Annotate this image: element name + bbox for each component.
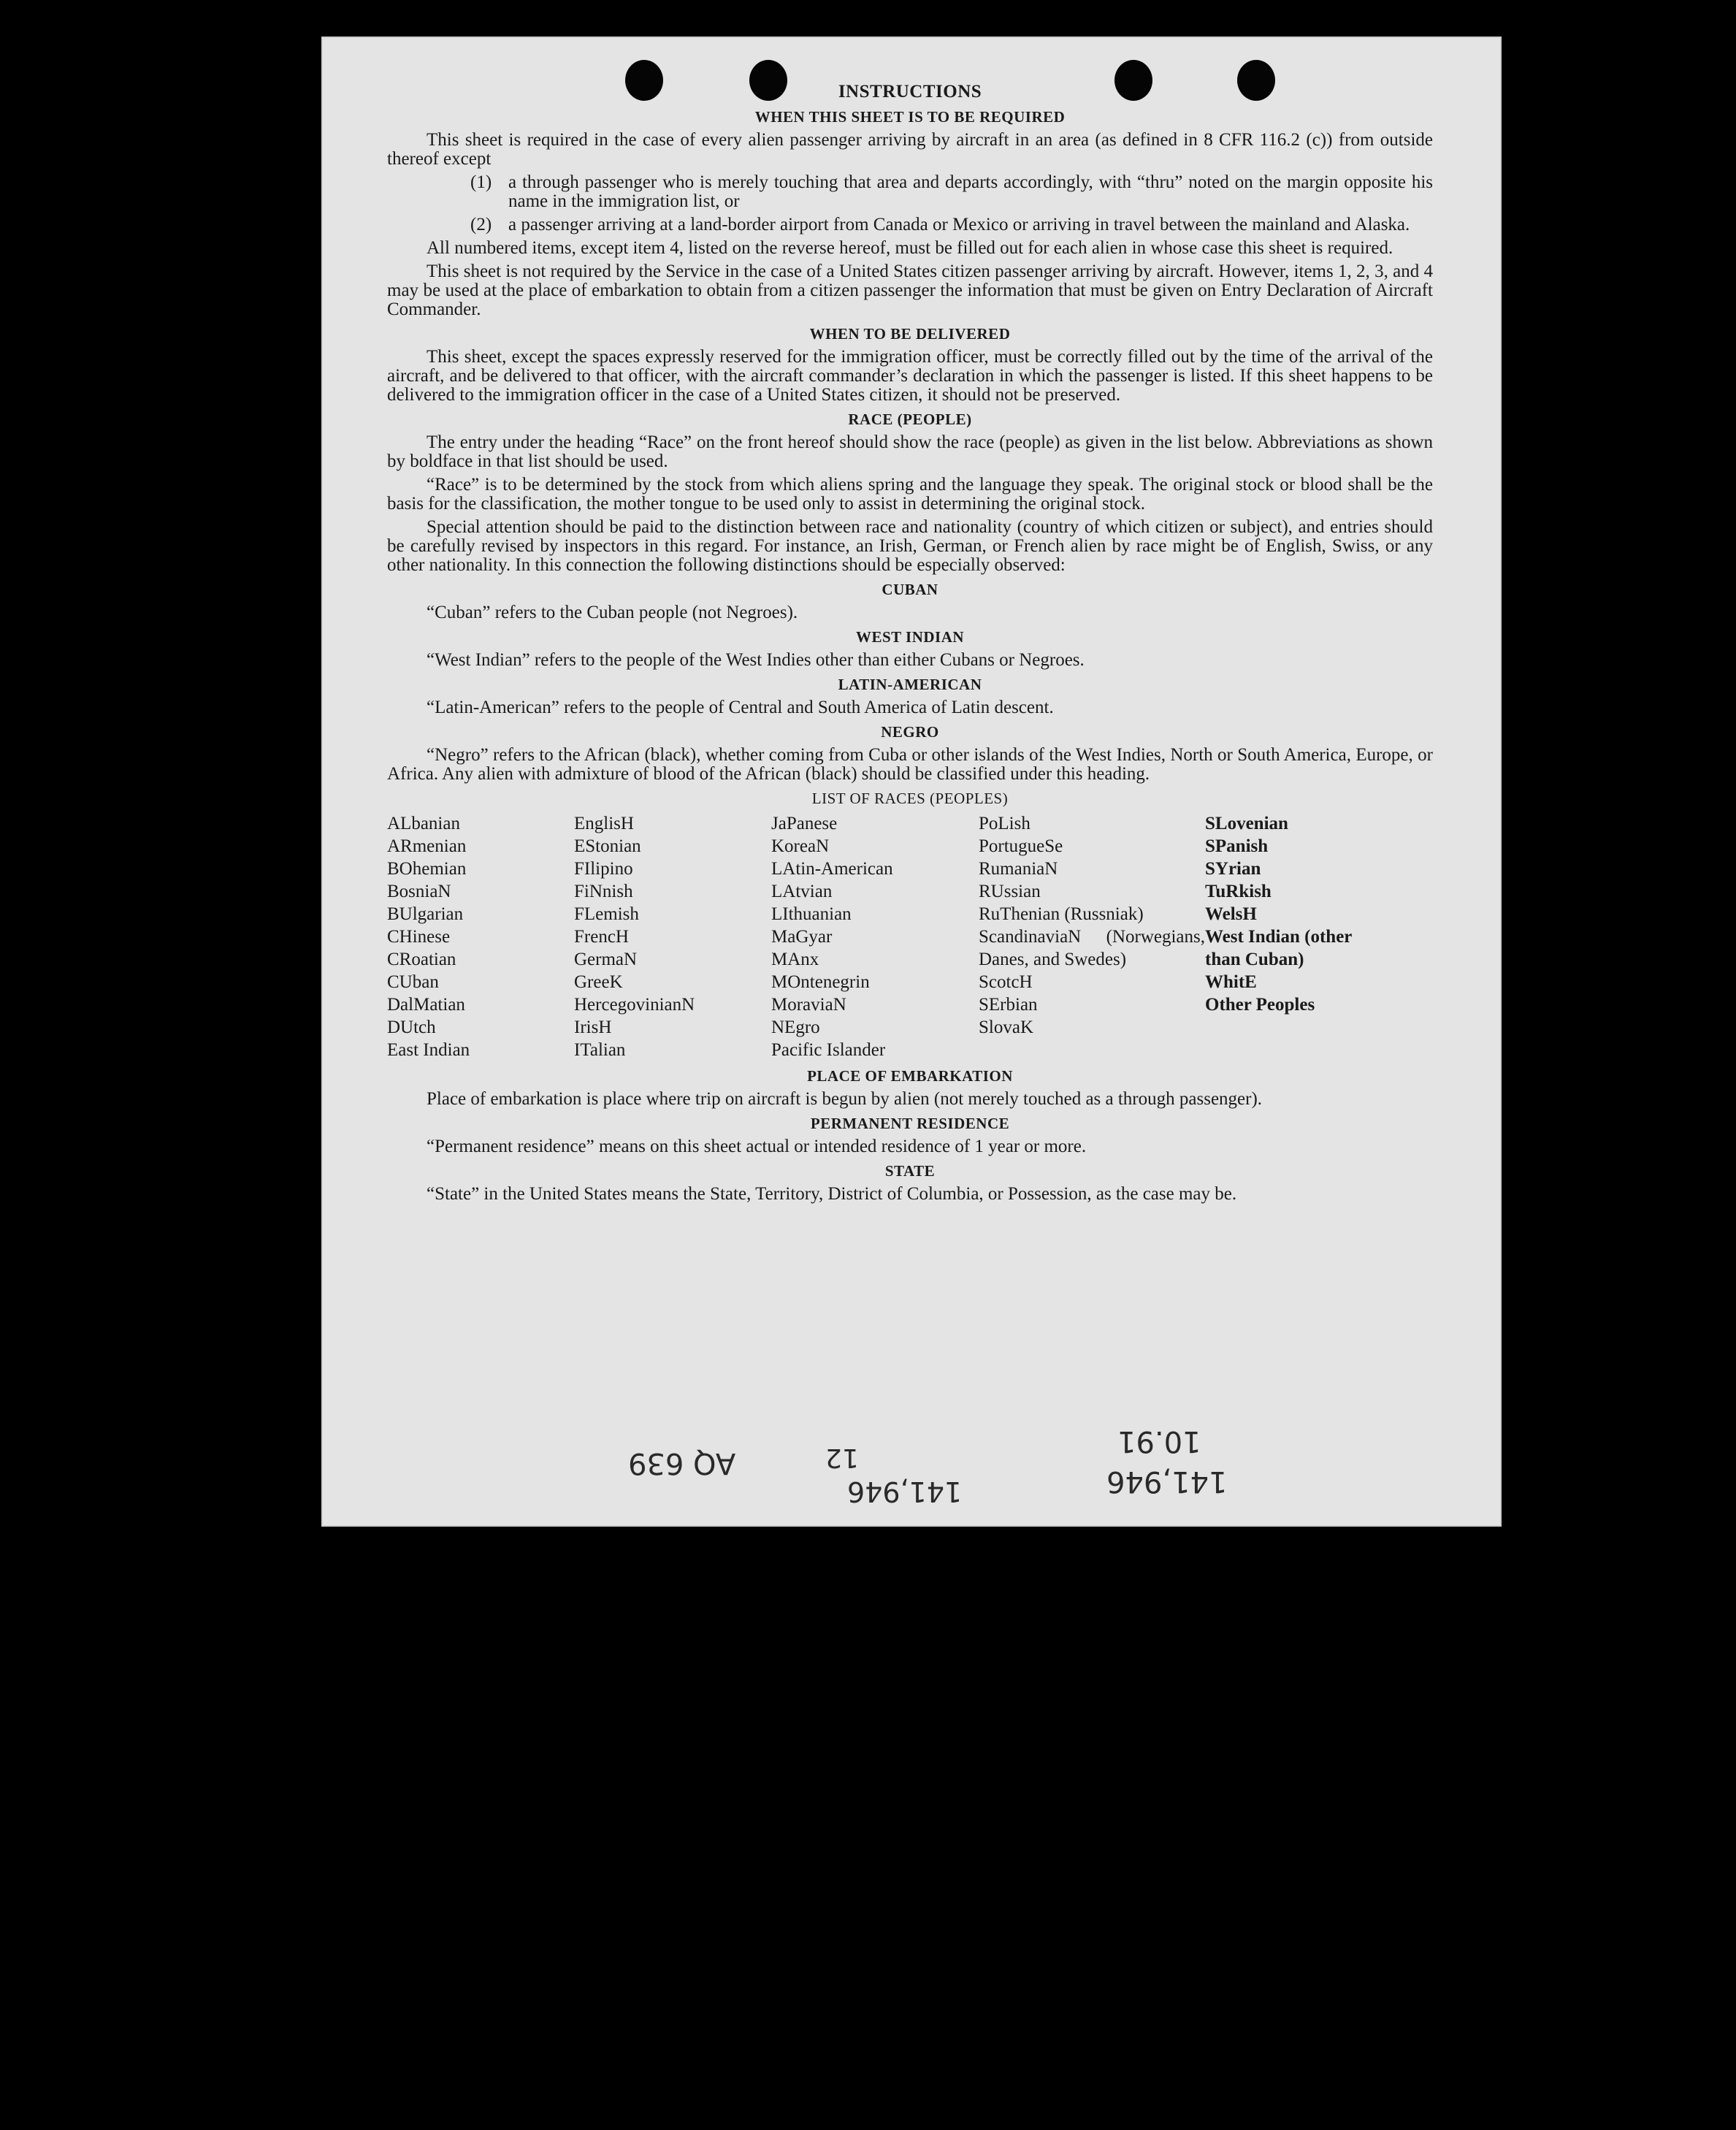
- paragraph: This sheet is not required by the Service in the case of a United States citizen passenger arriving by aircraft. However, items 1, 2, 3, and 4 may be used at the place of embarkation to obtain from a citizen passenger the information that must be given on Entry Declaration of Aircraft Commander.: [387, 262, 1433, 319]
- race-entry: PoLish: [979, 814, 1030, 833]
- paragraph: “Latin-American” refers to the people of Central and South America of Latin descent.: [427, 698, 1054, 717]
- race-entry: FiNnish: [574, 882, 633, 901]
- race-entry: CRoatian: [387, 950, 456, 969]
- race-entry: ALbanian: [387, 814, 460, 833]
- handwritten-note: 141,946: [847, 1476, 963, 1508]
- list-item: [470, 215, 1433, 234]
- race-entry: CUban: [387, 972, 439, 992]
- race-entry: BosniaN: [387, 882, 451, 901]
- race-column: [979, 812, 1205, 1061]
- item-text: a passenger arriving at a land-border airport from Canada or Mexico or arriving in travel between the mainland and Alaska.: [508, 215, 1410, 234]
- race-entry: SlovaK: [979, 1018, 1033, 1037]
- section-heading: RACE (PEOPLE): [848, 411, 972, 428]
- race-column: [1205, 812, 1373, 1061]
- paragraph: “Negro” refers to the African (black), whether coming from Cuba or other islands of the West Indies, North or South America, Europe, or Africa. Any alien with admixture of blood of the African (black) should be classified under this heading.: [387, 745, 1433, 784]
- race-entry: SYrian: [1205, 859, 1261, 879]
- section-heading: STATE: [884, 1162, 936, 1180]
- section-heading: NEGRO: [881, 723, 939, 741]
- handwritten-note: 12: [825, 1443, 859, 1473]
- race-list: [387, 812, 1433, 1061]
- race-entry: MAnx: [771, 950, 819, 969]
- race-entry: ITalian: [574, 1040, 626, 1060]
- punch-hole: [1114, 60, 1152, 101]
- item-number: (2): [470, 215, 492, 234]
- document-sheet: [321, 37, 1502, 1527]
- paragraph: Place of embarkation is place where trip on aircraft is begun by alien (not merely touched as a through passenger).: [427, 1089, 1263, 1109]
- race-entry: GermaN: [574, 950, 638, 969]
- race-entry: RuThenian (Russniak): [979, 904, 1144, 924]
- section-heading: LIST OF RACES (PEOPLES): [811, 790, 1009, 807]
- race-entry: FIlipino: [574, 859, 633, 879]
- race-entry: LAtvian: [771, 882, 833, 901]
- race-entry: Other Peoples: [1205, 995, 1315, 1015]
- race-entry: MoraviaN: [771, 995, 846, 1015]
- race-entry: WelsH: [1205, 904, 1257, 924]
- section-heading: WHEN THIS SHEET IS TO BE REQUIRED: [754, 108, 1066, 126]
- race-entry: LAtin-American: [771, 859, 893, 879]
- section-heading: LATIN-AMERICAN: [838, 676, 982, 693]
- race-entry: TuRkish: [1205, 882, 1272, 901]
- race-entry: EnglisH: [574, 814, 634, 833]
- race-entry: SPanish: [1205, 836, 1269, 856]
- item-text: a through passenger who is merely touching that area and departs accordingly, with “thru” noted on the margin opposite his name in the immigration list, or: [508, 172, 1433, 211]
- paragraph: “Permanent residence” means on this sheet actual or intended residence of 1 year or more.: [427, 1137, 1087, 1156]
- race-entry: PortugueSe: [979, 836, 1063, 856]
- paragraph: The entry under the heading “Race” on the front hereof should show the race (people) as given in the list below. Abbreviations as shown by boldface in that list should be used.: [387, 432, 1433, 471]
- item-number: (1): [470, 172, 492, 192]
- punch-hole: [625, 60, 663, 101]
- race-entry: RUssian: [979, 882, 1041, 901]
- paragraph: “Race” is to be determined by the stock from which aliens spring and the language they speak. The original stock or blood shall be the basis for the classification, the mother tongue to be used only to assist in determining the original stock.: [387, 475, 1433, 514]
- paragraph: This sheet is required in the case of every alien passenger arriving by aircraft in an area (as defined in 8 CFR 116.2 (c)) from outside thereof except: [387, 130, 1433, 169]
- race-entry: DalMatian: [387, 995, 465, 1015]
- race-entry: FLemish: [574, 904, 639, 924]
- race-entry: LIthuanian: [771, 904, 852, 924]
- race-entry: ScandinaviaN (Norwegians, Danes, and Swedes): [979, 927, 1205, 969]
- race-entry: GreeK: [574, 972, 623, 992]
- race-entry: SLovenian: [1205, 814, 1288, 833]
- section-heading: CUBAN: [882, 581, 938, 598]
- race-entry: NEgro: [771, 1018, 820, 1037]
- race-entry: KoreaN: [771, 836, 830, 856]
- race-entry: HercegovinianN: [574, 995, 695, 1015]
- paragraph: “Cuban” refers to the Cuban people (not Negroes).: [427, 603, 798, 622]
- list-item: [470, 173, 1433, 211]
- paragraph: “State” in the United States means the State, Territory, District of Columbia, or Possession, as the case may be.: [427, 1184, 1237, 1204]
- race-entry: JaPanese: [771, 814, 838, 833]
- race-entry: SErbian: [979, 995, 1038, 1015]
- race-entry: BOhemian: [387, 859, 467, 879]
- race-column: [574, 812, 771, 1061]
- race-entry: WhitE: [1205, 972, 1257, 992]
- section-heading: PLACE OF EMBARKATION: [807, 1067, 1013, 1085]
- punch-hole: [749, 60, 787, 101]
- race-column: [771, 812, 979, 1061]
- race-entry: ScotcH: [979, 972, 1033, 992]
- race-entry: MOntenegrin: [771, 972, 870, 992]
- section-heading: WEST INDIAN: [855, 628, 965, 646]
- handwritten-note: 10.91: [1117, 1424, 1201, 1458]
- race-entry: MaGyar: [771, 927, 833, 947]
- handwritten-note: 141,946: [1106, 1465, 1228, 1498]
- race-entry: East Indian: [387, 1040, 470, 1060]
- paragraph: Special attention should be paid to the distinction between race and nationality (country of which citizen or subject), and entries should be carefully revised by inspectors in this regard. For instance, an Irish, German, or French alien by race might be of English, Swiss, or any other nationality. In this connection the following distinctions should be especially observed:: [387, 517, 1433, 575]
- race-entry: FrencH: [574, 927, 629, 947]
- punch-hole: [1237, 60, 1275, 101]
- race-entry: BUlgarian: [387, 904, 464, 924]
- handwritten-note: AQ 639: [628, 1446, 736, 1480]
- race-entry: Pacific Islander: [771, 1040, 886, 1060]
- race-entry: CHinese: [387, 927, 451, 947]
- race-entry: IrisH: [574, 1018, 612, 1037]
- race-column: [387, 812, 574, 1061]
- section-heading: PERMANENT RESIDENCE: [810, 1115, 1010, 1132]
- document-title: INSTRUCTIONS: [838, 82, 982, 102]
- race-entry: RumaniaN: [979, 859, 1058, 879]
- paragraph: This sheet, except the spaces expressly reserved for the immigration officer, must be correctly filled out by the time of the arrival of the aircraft, and be delivered to that officer, with the aircraft commander’s declaration in which the passenger is listed. If this sheet happens to be delivered to the immigration officer in the case of a United States citizen, it should not be preserved.: [387, 347, 1433, 405]
- race-entry: DUtch: [387, 1018, 436, 1037]
- section-heading: WHEN TO BE DELIVERED: [809, 325, 1011, 343]
- race-entry: West Indian (other than Cuban): [1205, 927, 1352, 969]
- race-entry: EStonian: [574, 836, 641, 856]
- race-entry: ARmenian: [387, 836, 467, 856]
- paragraph: All numbered items, except item 4, listed on the reverse hereof, must be filled out for each alien in whose case this sheet is required.: [427, 238, 1393, 258]
- paragraph: “West Indian” refers to the people of the West Indies other than either Cubans or Negroes.: [427, 650, 1085, 670]
